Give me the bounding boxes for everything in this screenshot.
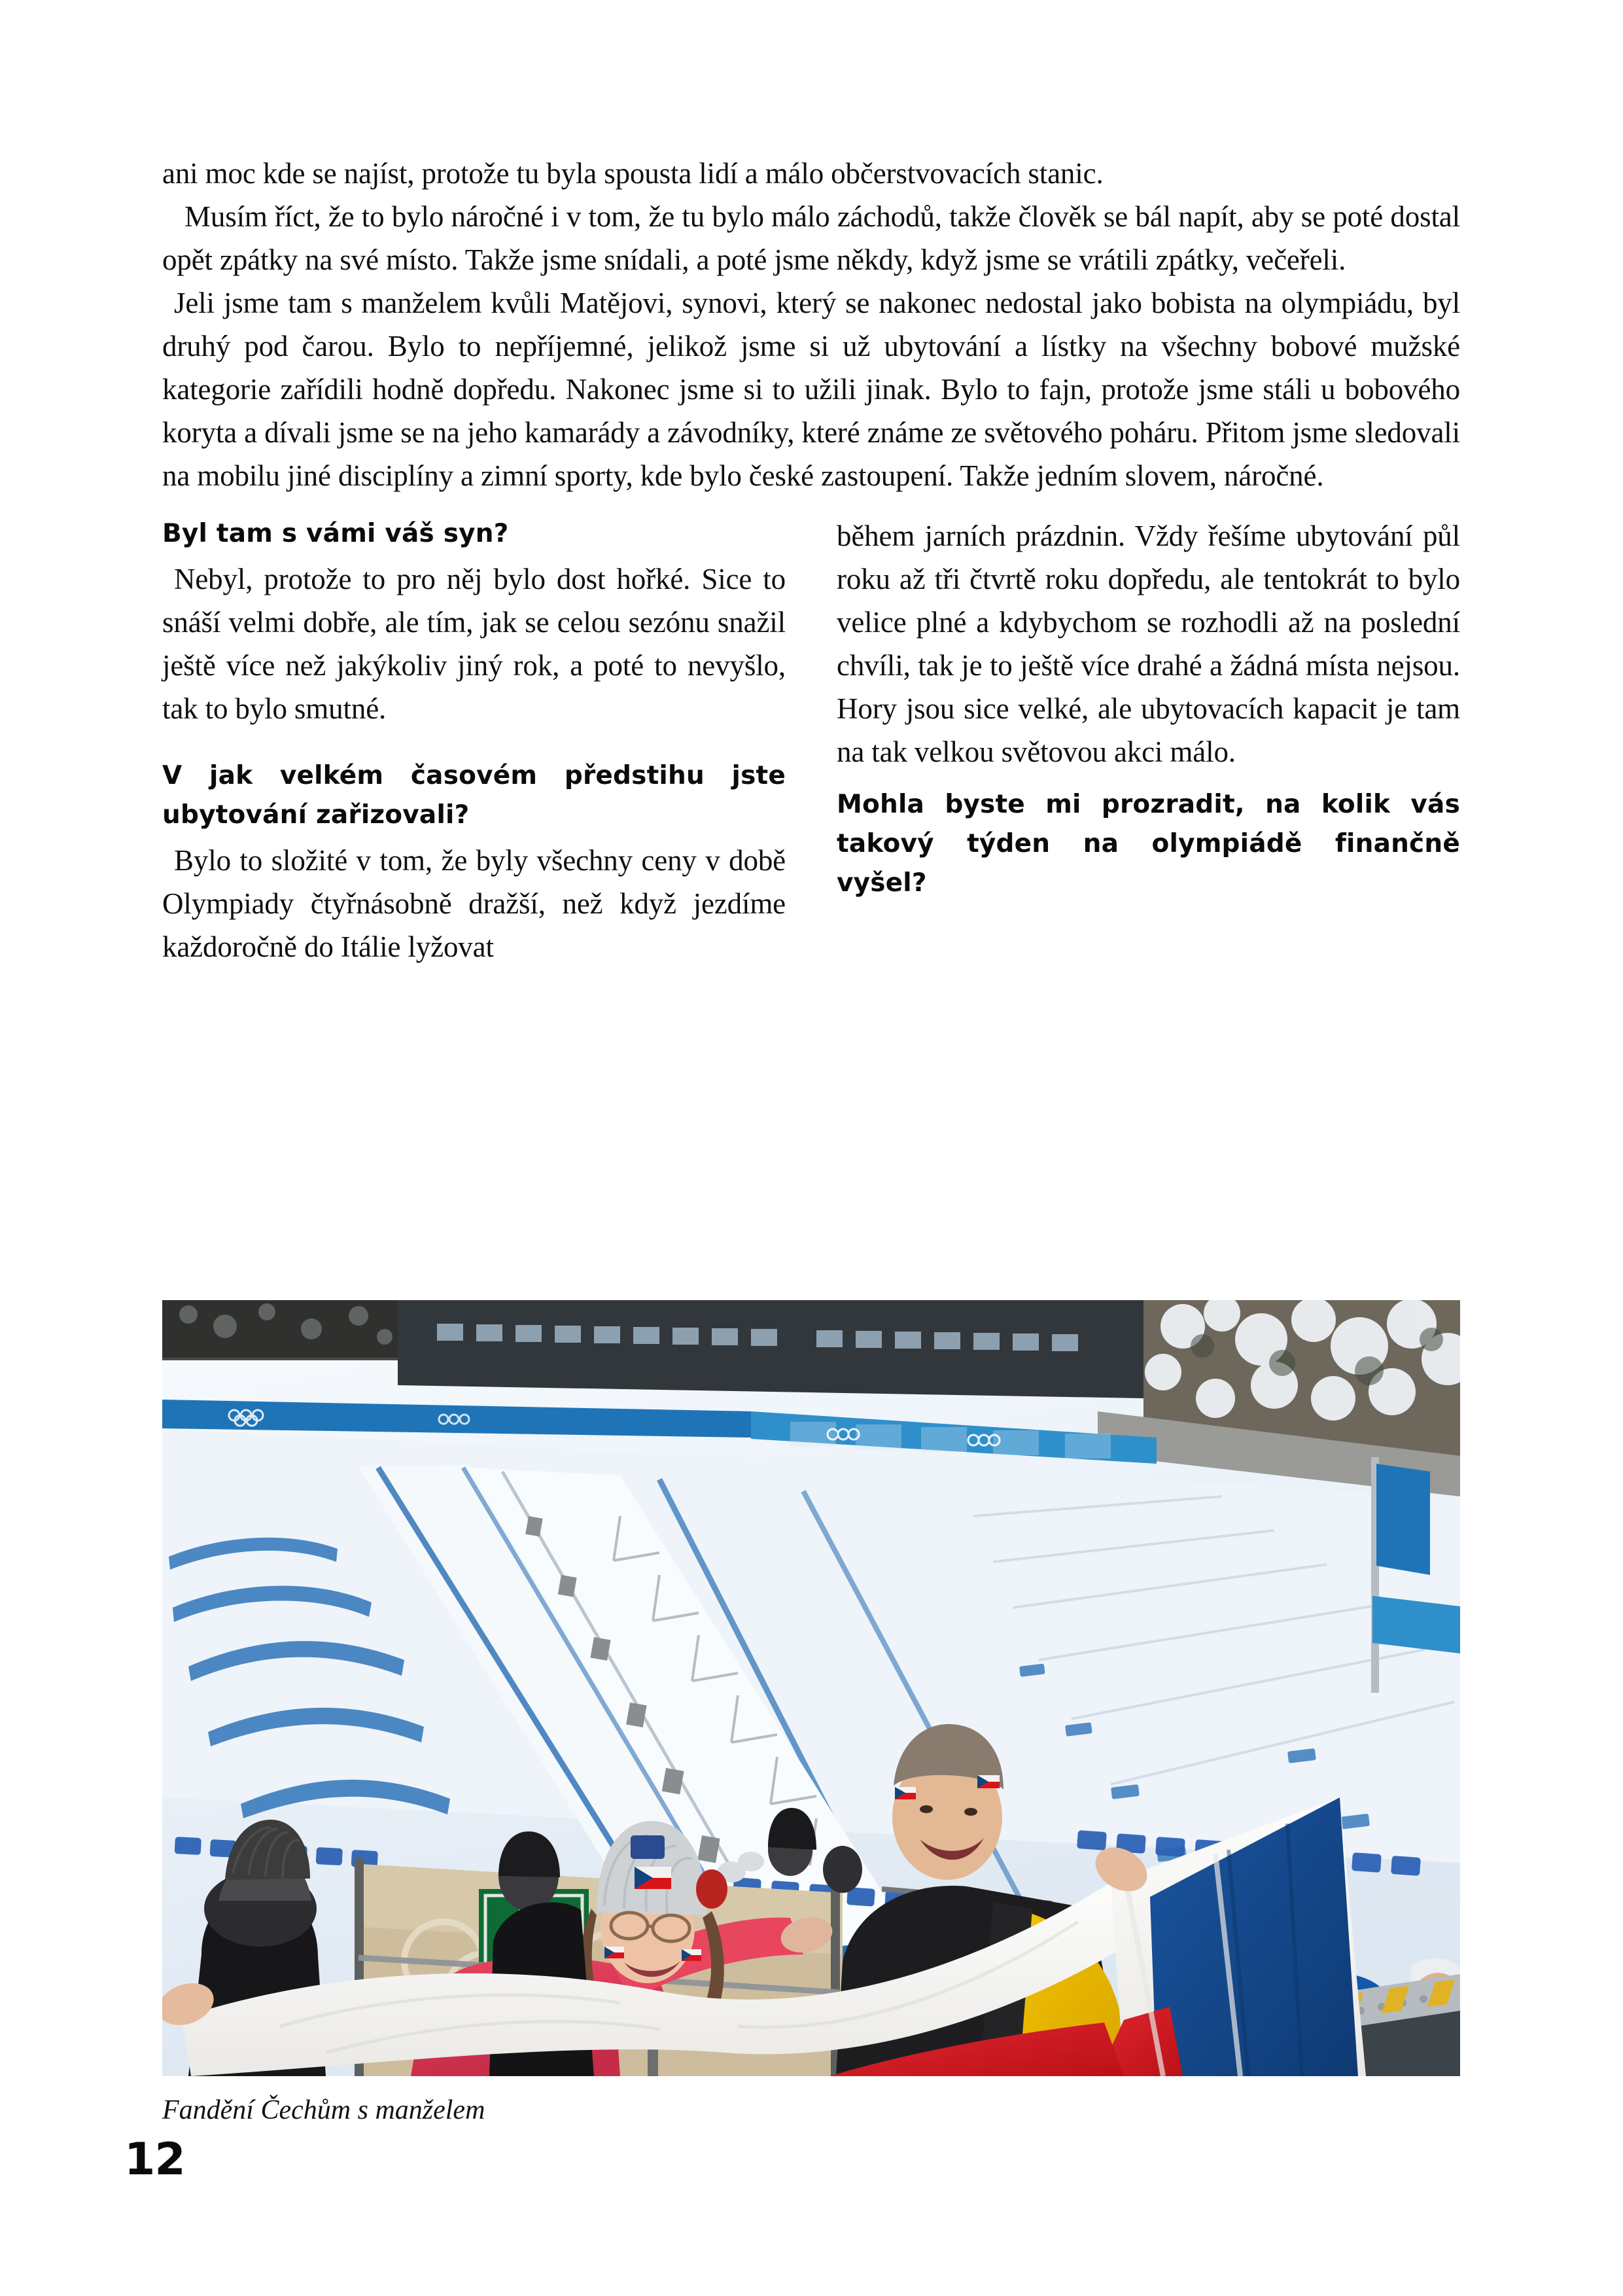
answer-paragraph-2: Bylo to složité v tom, že byly všechny ceny v době Olympiady čtyřnásobně dražší, než když jezdíme každoročně do Itálie lyžovat bbox=[162, 844, 786, 963]
question-heading-3: Mohla byste mi prozradit, na kolik vás takový týden na olympiádě finančně vyšel? bbox=[837, 790, 1460, 898]
left-column bbox=[162, 514, 786, 968]
right-column bbox=[837, 514, 1460, 907]
photo-figure bbox=[162, 1300, 1460, 2076]
page-number: 12 bbox=[124, 2134, 185, 2185]
column-spacer bbox=[837, 773, 1460, 785]
photo-image bbox=[162, 1300, 1460, 2076]
answer-paragraph-2-continued: během jarních prázdnin. Vždy řešíme ubytování půl roku až tři čtvrtě roku dopředu, ale tentokrát to bylo velice plné a kdybychom se rozhodli až na poslední chvíli, tak je to ještě více drahé a žádná místa nejsou. Hory jsou sice velké, ale ubytovacích kapacit je tam na tak velkou světovou akci málo. bbox=[837, 520, 1460, 768]
answer-paragraph-1: Nebyl, protože to pro něj bylo dost hořké. Sice to snáší velmi dobře, ale tím, jak se celou sezónu snažil ještě více než jakýkoliv jiný rok, a poté to nevyšlo, tak to bylo smutné. bbox=[162, 563, 786, 725]
intro-text-block bbox=[162, 152, 1460, 497]
question-heading-1: Byl tam s vámi váš syn? bbox=[162, 519, 509, 548]
question-heading-2: V jak velkém časovém předstihu jste ubytování zařizovali? bbox=[162, 761, 786, 830]
photo-caption: Fandění Čechům s manželem bbox=[162, 2095, 485, 2125]
intro-paragraph-1: ani moc kde se najíst, protože tu byla spousta lidí a málo občerstvovacích stanic. bbox=[162, 157, 1104, 190]
intro-paragraph-2: Musím říct, že to bylo náročné i v tom, že tu bylo málo záchodů, takže člověk se bál napít, aby se poté dostal opět zpátky na své místo. Takže jsme snídali, a poté jsme někdy, když jsme se vrátili zpátky, večeřeli. bbox=[162, 200, 1460, 276]
two-column-area bbox=[162, 514, 1460, 968]
page-content bbox=[162, 152, 1460, 968]
intro-paragraph-3: Jeli jsme tam s manželem kvůli Matějovi, synovi, který se nakonec nedostal jako bobista na olympiádu, byl druhý pod čarou. Bylo to nepříjemné, jelikož jsme si už ubytování a lístky na všechny bobové mužské kategorie zařídili hodně dopředu. Nakonec jsme si to užili jinak. Bylo to fajn, protože jsme stáli u bobového koryta a dívali jsme se na jeho kamarády a závodníky, které známe ze světového poháru. Přitom jsme sledovali na mobilu jiné disciplíny a zimní sporty, kde bylo české zastoupení. Takže jedním slovem, náročné. bbox=[162, 287, 1460, 492]
